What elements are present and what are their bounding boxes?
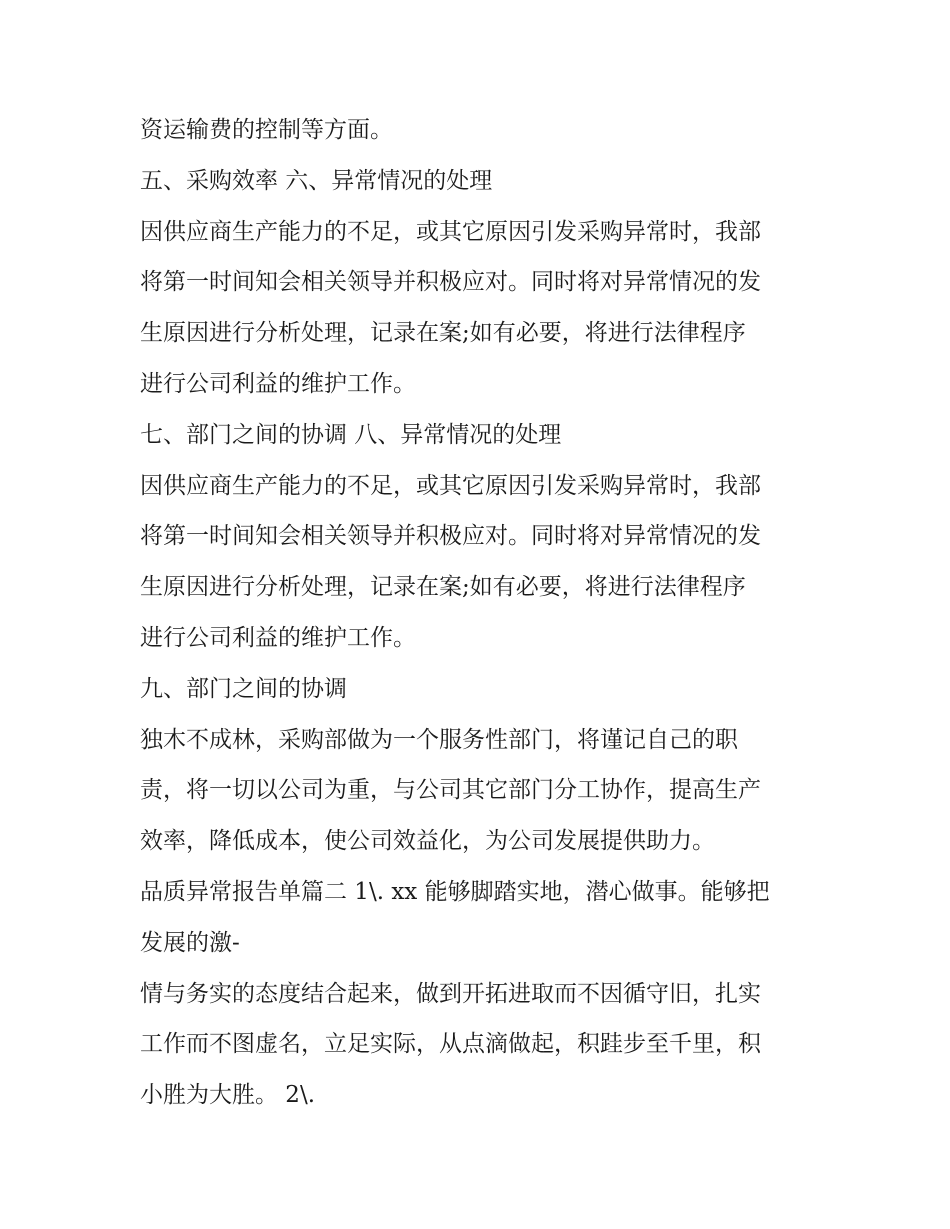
text-line: 将第一时间知会相关领导并积极应对。同时将对异常情况的发 bbox=[140, 269, 761, 296]
section-heading: 七、部门之间的协调 八、异常情况的处理 bbox=[140, 421, 562, 448]
text-line: 进行公司利益的维护工作。 bbox=[140, 370, 416, 397]
text-line: 品质异常报告单篇二 1\. xx 能够脚踏实地，潜心做事。能够把 bbox=[140, 878, 770, 905]
document-body bbox=[140, 105, 820, 1121]
text-line: 小胜为大胜。 2\. bbox=[140, 1082, 316, 1109]
text-line: 情与务实的态度结合起来，做到开拓进取而不因循守旧，扎实 bbox=[140, 980, 761, 1007]
section-heading: 九、部门之间的协调 bbox=[140, 675, 347, 702]
section-heading: 五、采购效率 六、异常情况的处理 bbox=[140, 167, 493, 194]
text-line: 因供应商生产能力的不足，或其它原因引发采购异常时，我部 bbox=[140, 472, 761, 499]
text-line: 进行公司利益的维护工作。 bbox=[140, 624, 416, 651]
text-line: 资运输费的控制等方面。 bbox=[140, 117, 393, 143]
text-line: 生原因进行分析处理，记录在案;如有必要，将进行法律程序 bbox=[140, 320, 746, 347]
text-line: 生原因进行分析处理，记录在案;如有必要，将进行法律程序 bbox=[140, 574, 746, 601]
text-line: 效率，降低成本，使公司效益化，为公司发展提供助力。 bbox=[140, 828, 715, 855]
text-line: 责，将一切以公司为重，与公司其它部门分工协作，提高生产 bbox=[140, 777, 761, 804]
text-line: 将第一时间知会相关领导并积极应对。同时将对异常情况的发 bbox=[140, 523, 761, 550]
text-line: 因供应商生产能力的不足，或其它原因引发采购异常时，我部 bbox=[140, 218, 761, 245]
text-line: 工作而不图虚名，立足实际，从点滴做起，积跬步至千里，积 bbox=[140, 1031, 761, 1058]
text-line: 独木不成林，采购部做为一个服务性部门，将谨记自己的职 bbox=[140, 726, 738, 753]
text-line: 发展的激- bbox=[140, 929, 240, 956]
